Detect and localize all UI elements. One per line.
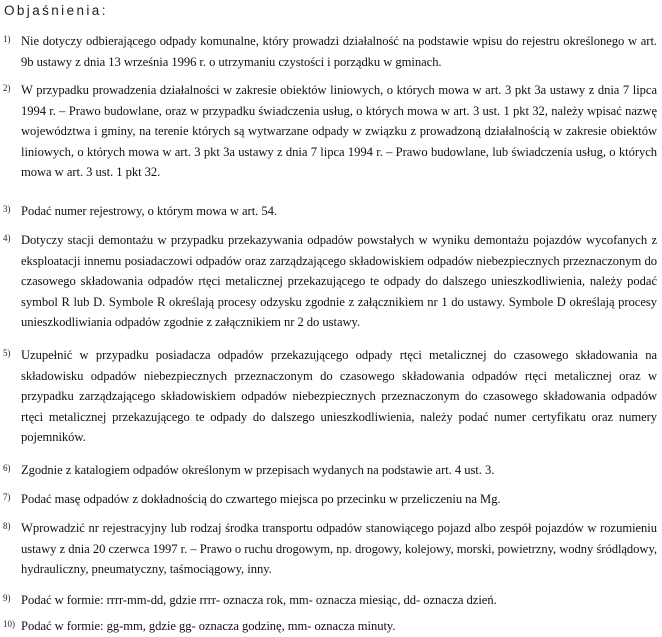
- footnote-text: Podać numer rejestrowy, o którym mowa w art. 54.: [21, 204, 277, 218]
- footnote-text: W przypadku prowadzenia działalności w zakresie obiektów liniowych, o których mowa w art. 3 pkt 3a ustawy z dnia 7 lipca 1994 r. – Prawo budowlane, oraz w przypadku świadczenia usług, o których mowa w art. 3 ust. 1 pkt 32, należy wpisać nazwę województwa i gminy, na terenie których są wytwarzane odpady w związku z prowadzoną działalnością w zakresie obiektów liniowych, o których mowa w art. 3 pkt 3a ustawy z dnia 7 lipca 1994 r. – Prawo budowlane, lub świadczenia usług, o których mowa w art. 3 ust. 1 pkt 32.: [21, 83, 657, 179]
- footnote-number: 10): [3, 619, 15, 629]
- footnote-number: 5): [3, 348, 11, 358]
- footnote-text: Nie dotyczy odbierającego odpady komunalne, który prowadzi działalność na podstawie wpisu do rejestru określonego w art. 9b ustawy z dnia 13 września 1996 r. o utrzymaniu czystości i porządku w gminach.: [21, 34, 657, 69]
- footnote-number: 7): [3, 492, 11, 502]
- footnote-number: 2): [3, 83, 11, 93]
- footnote-number: 6): [3, 463, 11, 473]
- footnote-text: Zgodnie z katalogiem odpadów określonym w przepisach wydanych na podstawie art. 4 ust. 3.: [21, 463, 495, 477]
- footnote-number: 3): [3, 204, 11, 214]
- footnote-number: 8): [3, 521, 11, 531]
- footnote-number: 9): [3, 593, 11, 603]
- footnote-text: Podać masę odpadów z dokładnością do czwartego miejsca po przecinku w przeliczeniu na Mg.: [21, 492, 501, 506]
- footnote-text: Uzupełnić w przypadku posiadacza odpadów przekazującego odpady rtęci metalicznej do czasowego składowania na składowisku odpadów niebezpiecznych przeznaczonym do czasowego składowania odpadów rtęci metalicznej oraz w przypadku zarządzającego składowiskiem odpadów niebezpiecznych przeznaczonym do czasowego składowania odpadów rtęci metalicznej przekazującego te odpady do dalszego unieszkodliwienia, należy podać numer certyfikatu oraz numery pojemników.: [21, 348, 657, 444]
- footnote-number: 1): [3, 34, 11, 44]
- footnote-text: Podać w formie: gg-mm, gdzie gg- oznacza godzinę, mm- oznacza minuty.: [21, 619, 396, 633]
- footnote-text: Dotyczy stacji demontażu w przypadku przekazywania odpadów powstałych w wyniku demontażu pojazdów wycofanych z eksploatacji innemu posiadaczowi odpadów oraz zarządzającego składowiskiem odpadów niebezpiecznych przeznaczonym do czasowego składowania odpadów rtęci metalicznej przekazującego te odpady do dalszego unieszkodliwienia, należy podać symbol R lub D. Symbole R określają procesy odzysku zgodnie z załącznikiem nr 1 do ustawy. Symbole D określają procesy unieszkodliwiania odpadów zgodnie z załącznikiem nr 2 do ustawy.: [21, 233, 657, 329]
- footnote-text: Wprowadzić nr rejestracyjny lub rodzaj środka transportu odpadów stanowiącego pojazd albo zespół pojazdów w rozumieniu ustawy z dnia 20 czerwca 1997 r. – Prawo o ruchu drogowym, np. drogowy, kolejowy, morski, powietrzny, wodny śródlądowy, hydrauliczny, pneumatyczny, taśmociągowy, inny.: [21, 521, 657, 576]
- page-heading: Objaśnienia:: [4, 3, 108, 18]
- footnote-text: Podać w formie: rrrr-mm-dd, gdzie rrrr- oznacza rok, mm- oznacza miesiąc, dd- oznacza dzień.: [21, 593, 497, 607]
- footnote-number: 4): [3, 233, 11, 243]
